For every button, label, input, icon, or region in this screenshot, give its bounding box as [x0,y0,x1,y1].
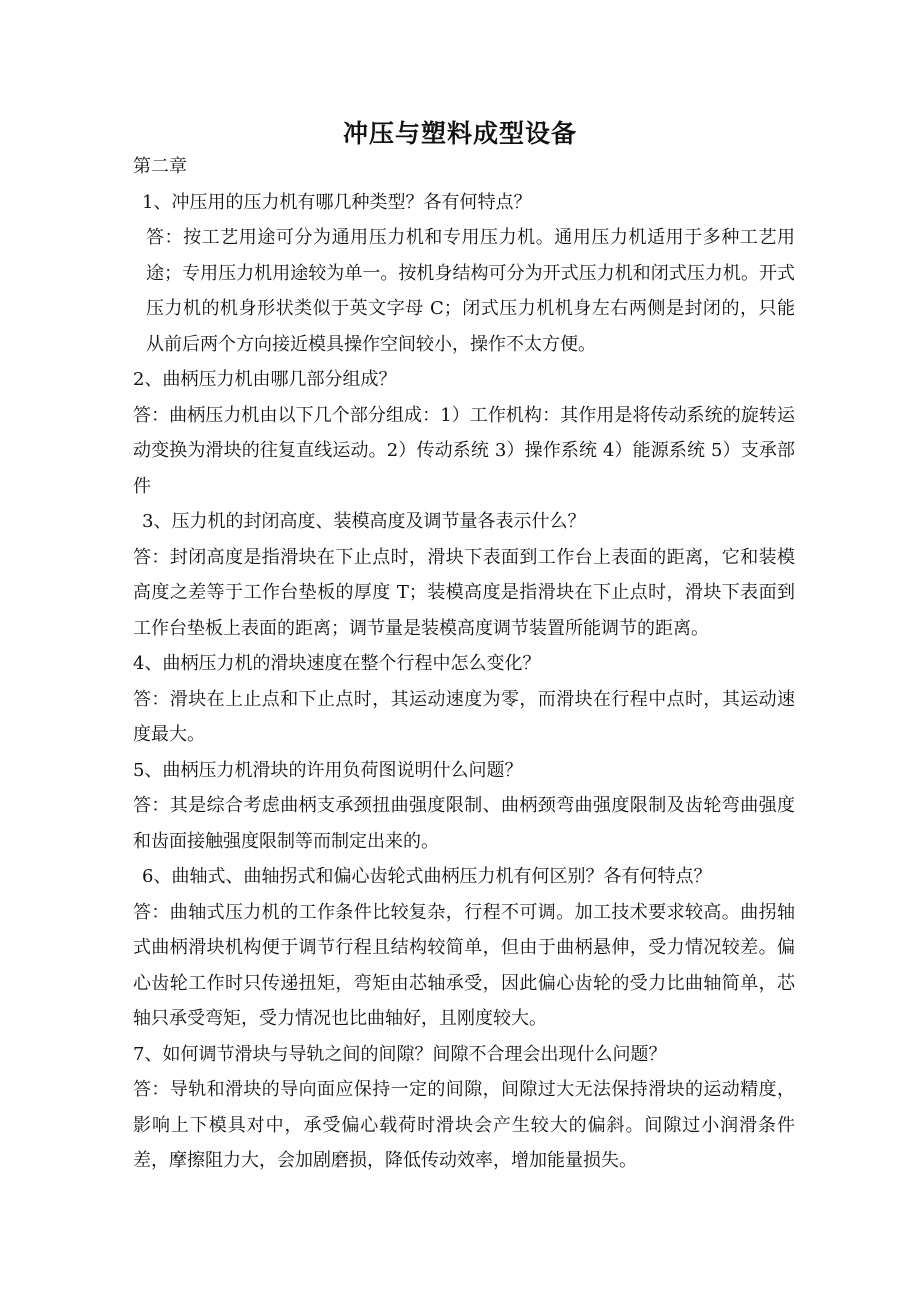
document-body [133,149,795,1179]
question-5: 5、曲柄压力机滑块的许用负荷图说明什么问题？ [133,759,523,781]
answer-5: 答：其是综合考虑曲柄支承颈扭曲强度限制、曲柄颈弯曲强度限制及齿轮弯曲强度和齿面接触强度限制等而制定出来的。 [133,795,795,852]
question-3: 3、压力机的封闭高度、装模高度及调节量各表示什么？ [142,511,586,532]
document-title: 冲压与塑料成型设备 [342,119,577,148]
answer-3: 答：封闭高度是指滑块在下止点时，滑块下表面到工作台上表面的距离，它和装模高度之差等于工作台垫板的厚度 T；装模高度是指滑块在下止点时，滑块下表面到工作台垫板上表面的距离；调节量是装模高度调节装置所能调节的距离。 [133,546,795,639]
chapter-heading: 第二章 [133,156,187,177]
question-7: 7、如何调节滑块与导轨之间的间隙？间隙不合理会出现什么问题？ [133,1043,667,1065]
answer-6: 答：曲轴式压力机的工作条件比较复杂，行程不可调。加工技术要求较高。曲拐轴式曲柄滑块机构便于调节行程且结构较简单，但由于曲柄悬伸，受力情况较差。偏心齿轮工作时只传递扭矩，弯矩由芯轴承受，因此偏心齿轮的受力比曲轴简单，芯轴只承受弯矩，受力情况也比曲轴好，且刚度较大。 [133,901,795,1029]
question-2: 2、曲柄压力机由哪几部分组成？ [133,369,397,390]
answer-7: 答：导轨和滑块的导向面应保持一定的间隙，间隙过大无法保持滑块的运动精度，影响上下模具对中，承受偏心载荷时滑块会产生较大的偏斜。间隙过小润滑条件差，摩擦阻力大，会加剧磨损，降低传动效率，增加能量损失。 [133,1079,795,1171]
answer-2: 答：曲柄压力机由以下几个部分组成：1）工作机构：其作用是将传动系统的旋转运动变换为滑块的往复直线运动。2）传动系统 3）操作系统 4）能源系统 5）支承部件 [133,404,795,497]
question-6: 6、曲轴式、曲轴拐式和偏心齿轮式曲柄压力机有何区别？各有何特点？ [142,866,712,887]
answer-4: 答：滑块在上止点和下止点时，其运动速度为零，而滑块在行程中点时，其运动速度最大。 [133,688,795,745]
question-4: 4、曲柄压力机的滑块速度在整个行程中怎么变化？ [133,653,541,674]
answer-1: 答：按工艺用途可分为通用压力机和专用压力机。通用压力机适用于多种工艺用途；专用压力机用途较为单一。按机身结构可分为开式压力机和闭式压力机。开式压力机的机身形状类似于英文字母 C；闭式压力机机身左右两侧是封闭的，只能从前后两个方向接近模具操作空间较小，操作不太方便。 [146,227,795,355]
question-1: 1、冲压用的压力机有哪几种类型？各有何特点？ [142,191,532,213]
